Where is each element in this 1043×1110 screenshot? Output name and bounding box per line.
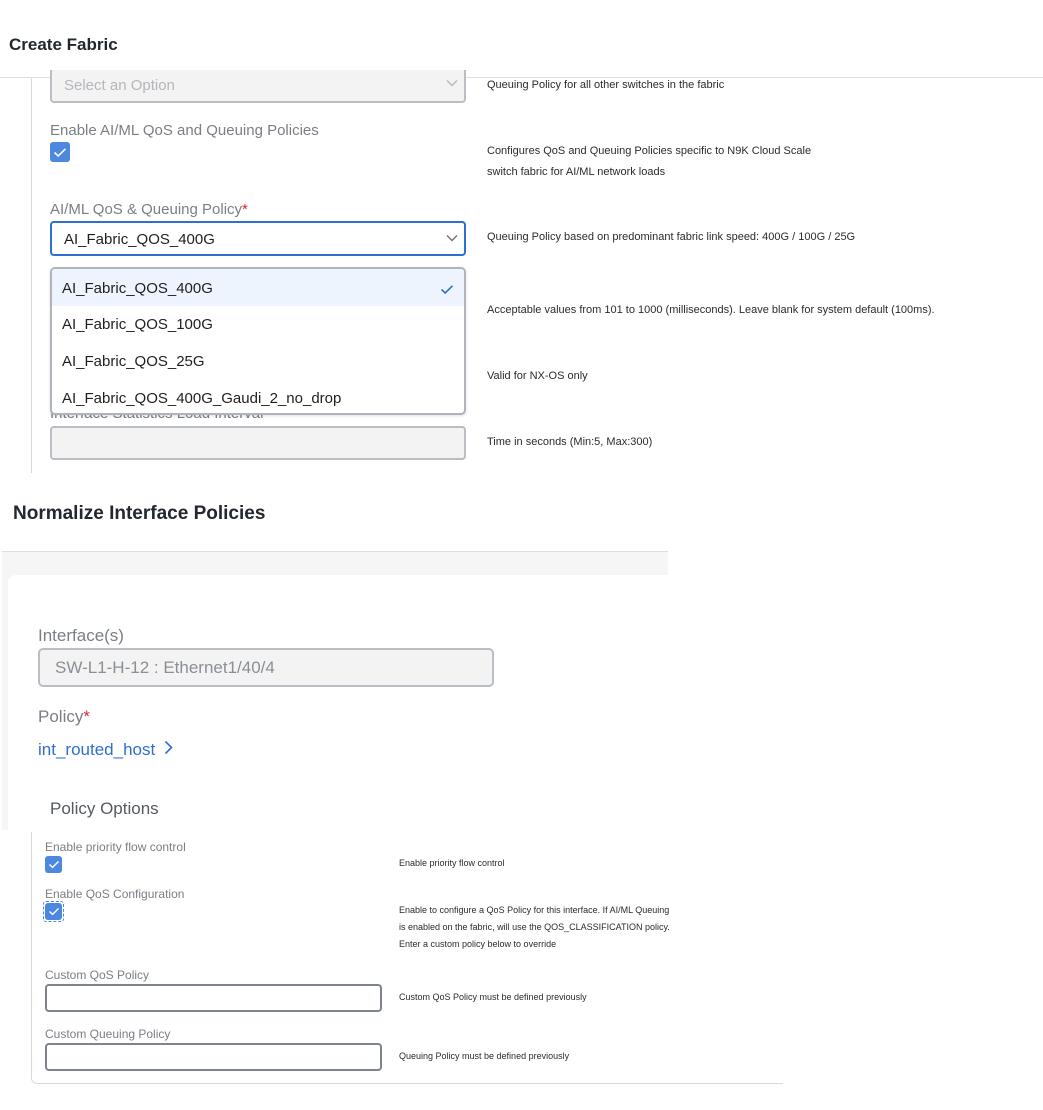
qos-config-checkbox[interactable] (45, 903, 62, 920)
check-icon (48, 860, 60, 869)
check-icon (48, 907, 60, 916)
aiml-enable-label: Enable AI/ML QoS and Queuing Policies (50, 122, 319, 139)
aiml-policy-select-value: AI_Fabric_QOS_400G (64, 231, 215, 248)
interval-help: Acceptable values from 101 to 1000 (milliseconds). Leave blank for system default (100ms). (487, 304, 935, 316)
custom-qos-input[interactable] (45, 984, 382, 1012)
required-mark: * (242, 201, 248, 218)
interfaces-input[interactable] (38, 648, 494, 687)
queuing-policy-help: Queuing Policy for all other switches in the fabric (487, 79, 725, 91)
checkmark-icon (440, 282, 454, 300)
create-fabric-title: Create Fabric (9, 35, 118, 54)
dropdown-option-label: AI_Fabric_QOS_100G (62, 316, 213, 333)
dropdown-option-selected[interactable] (52, 269, 464, 306)
custom-queuing-label: Custom Queuing Policy (45, 1027, 171, 1041)
dropdown-option[interactable] (52, 378, 464, 414)
dropdown-option-label: AI_Fabric_QOS_25G (62, 353, 205, 370)
queuing-policy-select[interactable] (50, 70, 466, 103)
custom-qos-label: Custom QoS Policy (45, 968, 150, 982)
policy-link-text: int_routed_host (38, 740, 156, 759)
custom-queuing-help: Queuing Policy must be defined previously (399, 1051, 570, 1061)
nxos-only-help: Valid for NX-OS only (487, 370, 588, 382)
pfc-label: Enable priority flow control (45, 840, 186, 854)
dropdown-option-label: AI_Fabric_QOS_400G_Gaudi_2_no_drop (62, 390, 342, 407)
policy-options-title: Policy Options (50, 799, 159, 818)
form-left-rule (31, 78, 32, 473)
policy-label (38, 707, 90, 727)
aiml-policy-label (50, 201, 248, 218)
qos-config-label: Enable QoS Configuration (45, 887, 185, 901)
dropdown-option[interactable] (52, 342, 464, 378)
interfaces-input-value: SW-L1-H-12 : Ethernet1/40/4 (55, 658, 275, 677)
normalize-body-panel (2, 552, 668, 830)
dropdown-option-label: AI_Fabric_QOS_400G (62, 280, 213, 297)
stats-interval-input[interactable] (50, 426, 466, 460)
qos-config-help-line-2: is enabled on the fabric, will use the QOS_CLASSIFICATION policy. (399, 922, 670, 932)
aiml-policy-select[interactable] (50, 221, 466, 256)
stats-interval-help: Time in seconds (Min:5, Max:300) (487, 436, 653, 448)
custom-queuing-input[interactable] (45, 1043, 382, 1071)
aiml-policy-label-text: AI/ML QoS & Queuing Policy (50, 201, 243, 218)
required-mark: * (83, 707, 90, 726)
aiml-enable-help-line-1: Configures QoS and Queuing Policies specific to N9K Cloud Scale (487, 145, 812, 157)
aiml-policy-help: Queuing Policy based on predominant fabric link speed: 400G / 100G / 25G (487, 231, 856, 243)
pfc-checkbox[interactable] (45, 856, 62, 873)
chevron-right-icon (164, 740, 173, 760)
qos-config-help-line-1: Enable to configure a QoS Policy for this interface. If AI/ML Queuing (399, 905, 670, 915)
aiml-enable-help-line-2: switch fabric for AI/ML network loads (487, 166, 666, 178)
chevron-down-icon (446, 79, 458, 87)
check-icon (53, 147, 67, 158)
aiml-enable-checkbox[interactable] (50, 142, 70, 162)
queuing-policy-select-placeholder: Select an Option (64, 77, 175, 94)
dropdown-option[interactable] (52, 306, 464, 342)
pfc-help: Enable priority flow control (399, 858, 505, 868)
interfaces-label: Interface(s) (38, 626, 124, 645)
policy-link[interactable] (38, 740, 173, 760)
aiml-policy-dropdown-menu (50, 267, 466, 415)
normalize-title: Normalize Interface Policies (13, 503, 266, 524)
chevron-down-icon (446, 234, 458, 242)
qos-config-help-line-3: Enter a custom policy below to override (399, 939, 557, 949)
normalize-card (8, 575, 668, 830)
policy-label-text: Policy (38, 707, 84, 726)
custom-qos-help: Custom QoS Policy must be defined previously (399, 992, 587, 1002)
